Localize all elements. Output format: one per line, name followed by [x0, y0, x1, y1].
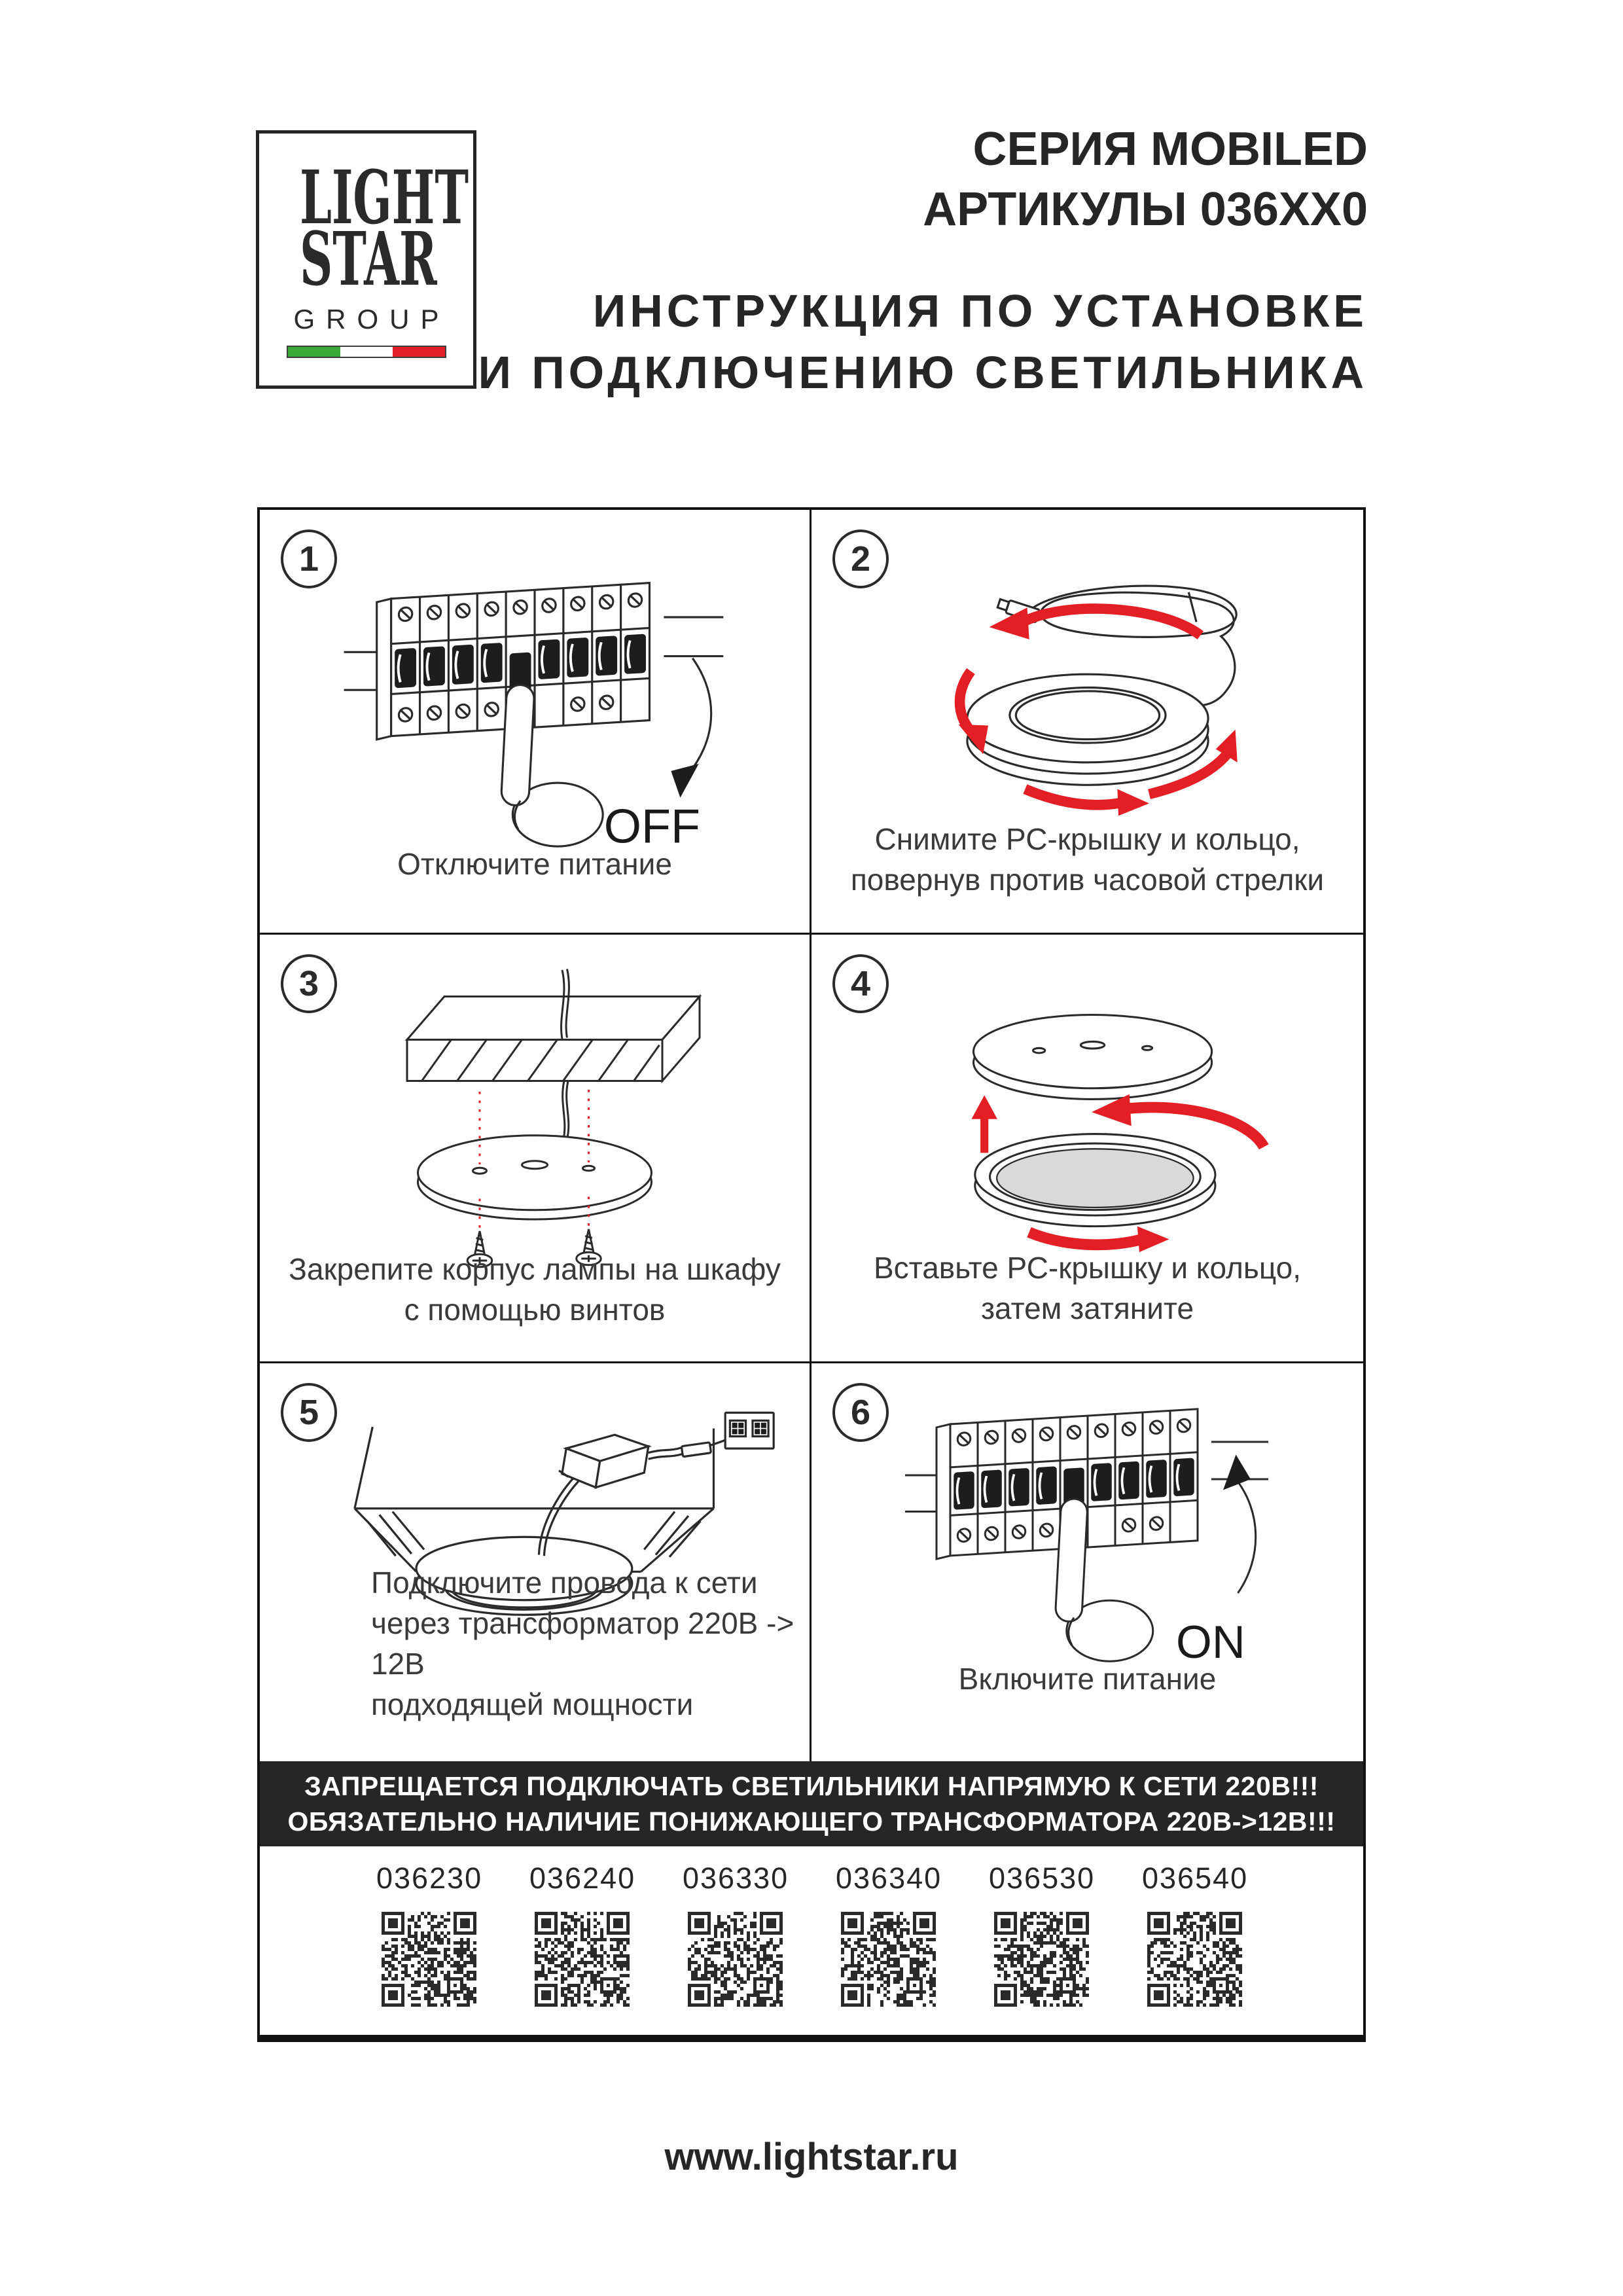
step-6-number: 6	[850, 1393, 871, 1432]
lamp-body-top	[973, 1014, 1211, 1099]
step-2-caption	[812, 819, 1363, 900]
step-6-illustration	[872, 1383, 1304, 1681]
step-4-number: 4	[850, 964, 871, 1003]
off-label: OFF	[603, 798, 700, 853]
step-2-illustration	[859, 549, 1317, 860]
caption-line: повернув против часовой стрелки	[850, 863, 1325, 897]
warning-line-2: ОБЯЗАТЕЛЬНО НАЛИЧИЕ ПОНИЖАЮЩЕГО ТРАНСФОРМАТОРА 220В->12В!!!	[287, 1806, 1336, 1837]
cabinet-shelf	[407, 969, 700, 1141]
step-5-cell	[260, 1363, 812, 1761]
lamp-body-disc	[418, 1136, 652, 1219]
up-arrow	[971, 1095, 997, 1153]
lightstar-logo	[256, 130, 476, 389]
step-6-caption	[812, 1659, 1363, 1699]
article-item-036230	[376, 1846, 481, 2035]
warning-banner	[260, 1761, 1363, 1846]
caption-line: Отключите питание	[397, 847, 672, 881]
caption-line: Подключите провода к сети	[371, 1566, 758, 1600]
article-item-036240	[529, 1846, 634, 2035]
article-code: 036330	[683, 1861, 789, 1895]
qr-code	[685, 1909, 785, 2009]
articles-title: АРТИКУЛЫ 036ХХ0	[923, 183, 1368, 236]
caption-line: Вставьте РС-крышку и кольцо,	[873, 1251, 1302, 1285]
step-3-caption	[260, 1249, 810, 1330]
circuit-breaker-panel	[344, 583, 724, 853]
step-3-cell	[260, 935, 812, 1363]
caption-line: затем затяните	[980, 1291, 1194, 1325]
article-qr-row	[260, 1846, 1363, 2035]
hatch-right	[644, 1512, 700, 1557]
caption-line: Закрепите корпус лампы на шкафу	[289, 1252, 781, 1286]
step-4-caption	[812, 1247, 1363, 1329]
title-gap	[478, 240, 1368, 280]
step-6-cell	[812, 1363, 1363, 1761]
step-1-number: 1	[298, 539, 319, 579]
caption-line: подходящей мощности	[371, 1687, 694, 1721]
step-4-illustration	[859, 987, 1317, 1278]
article-code: 036240	[529, 1861, 636, 1895]
article-item-036530	[989, 1846, 1094, 2035]
step-3-illustration	[309, 966, 760, 1283]
article-code: 036230	[376, 1861, 483, 1895]
qr-code	[1145, 1909, 1245, 2009]
puck-light-body	[967, 674, 1207, 785]
flag-red-segment	[393, 347, 445, 357]
up-arrow	[1223, 1455, 1256, 1594]
article-item-036340	[836, 1846, 940, 2035]
step-1-cell	[260, 510, 812, 935]
instruction-title-line2: И ПОДКЛЮЧЕНИЮ СВЕТИЛЬНИКА	[478, 347, 1368, 398]
qr-code	[532, 1909, 632, 2009]
logo-word-star: STAR	[300, 217, 437, 302]
puck-light-with-cable	[958, 586, 1237, 816]
terminal-block	[725, 1412, 774, 1448]
caption-line: с помощью винтов	[404, 1293, 666, 1327]
steps-table	[257, 507, 1366, 2042]
logo-word-light: LIGHT	[300, 155, 469, 241]
article-item-036540	[1142, 1846, 1247, 2035]
step-3-number: 3	[298, 964, 319, 1003]
steps-grid	[260, 510, 1363, 1761]
instruction-title-line1: ИНСТРУКЦИЯ ПО УСТАНОВКЕ	[592, 285, 1368, 336]
step-4-cell	[812, 935, 1363, 1363]
qr-code	[991, 1909, 1092, 2009]
caption-line: через трансформатор 220В -> 12В	[371, 1606, 794, 1681]
series-title: СЕРИЯ MOBILED	[972, 123, 1368, 175]
article-code: 036530	[989, 1861, 1096, 1895]
on-label: ON	[1175, 1616, 1245, 1668]
logo-word-group: GROUP	[293, 304, 450, 334]
step-1-caption	[260, 844, 810, 884]
flag-green-segment	[288, 347, 340, 357]
italian-flag-bar	[287, 346, 446, 358]
website-url: www.lightstar.ru	[664, 2136, 959, 2178]
flag-white-segment	[340, 347, 393, 357]
article-code: 036540	[1142, 1861, 1249, 1895]
step-5-number: 5	[298, 1393, 319, 1432]
step-2-number: 2	[850, 539, 871, 579]
down-arrow	[671, 658, 711, 798]
step-5-caption	[371, 1562, 810, 1725]
caption-line: Включите питание	[958, 1662, 1217, 1696]
qr-code	[379, 1909, 479, 2009]
step-2-cell	[812, 510, 1363, 935]
article-code: 036340	[836, 1861, 942, 1895]
article-item-036330	[683, 1846, 787, 2035]
pc-cover-ring	[974, 1134, 1215, 1227]
step-1-illustration	[306, 556, 764, 867]
qr-code	[838, 1909, 938, 2009]
circuit-breaker-panel	[905, 1409, 1268, 1668]
caption-line: Снимите РС-крышку и кольцо,	[874, 822, 1300, 856]
warning-line-1: ЗАПРЕЩАЕТСЯ ПОДКЛЮЧАТЬ СВЕТИЛЬНИКИ НАПРЯМУЮ К СЕТИ 220В!!!	[304, 1771, 1319, 1801]
header-title-block	[478, 119, 1368, 403]
